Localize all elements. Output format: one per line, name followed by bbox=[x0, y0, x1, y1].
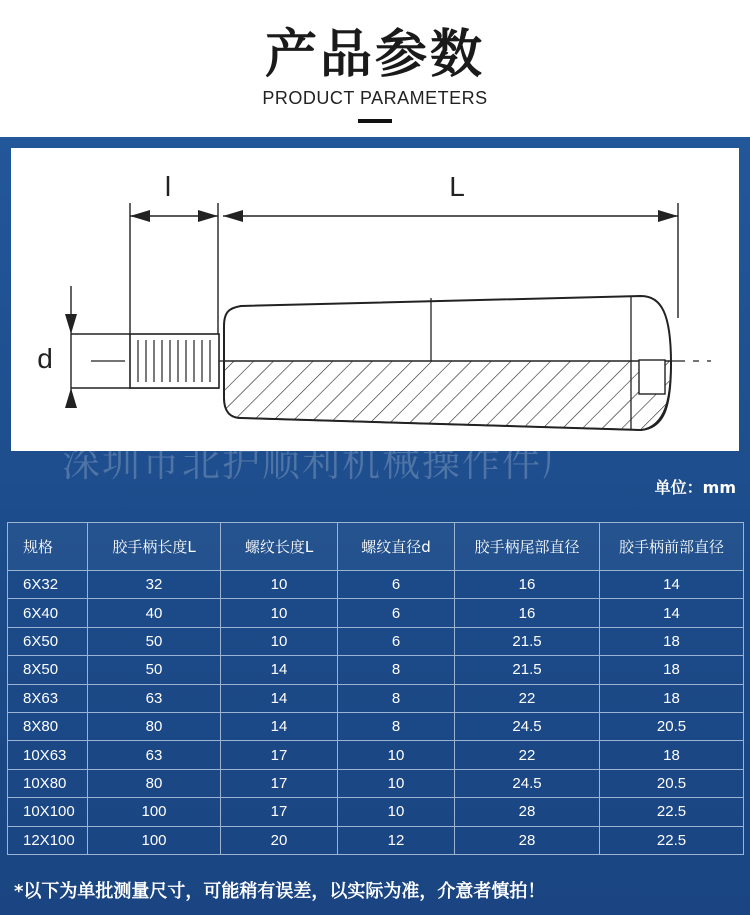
table-row bbox=[8, 571, 744, 599]
handle-drawing bbox=[11, 148, 739, 451]
cell-thread-diameter: 8 bbox=[338, 656, 455, 684]
cell-thread-length: 17 bbox=[221, 798, 338, 826]
threaded-stud bbox=[130, 334, 219, 388]
cell-front-diameter: 18 bbox=[600, 627, 744, 655]
cell-thread-length: 14 bbox=[221, 684, 338, 712]
col-header-handle-length: 胶手柄长度L bbox=[88, 523, 221, 571]
cell-front-diameter: 18 bbox=[600, 656, 744, 684]
cell-tail-diameter: 24.5 bbox=[455, 712, 600, 740]
cell-handle-length: 80 bbox=[88, 712, 221, 740]
cell-spec: 12X100 bbox=[8, 826, 88, 854]
cell-front-diameter: 22.5 bbox=[600, 798, 744, 826]
dim-l-arrow-left bbox=[130, 210, 150, 222]
col-header-thread-diameter: 螺纹直径d bbox=[338, 523, 455, 571]
page-subtitle: PRODUCT PARAMETERS bbox=[262, 88, 488, 108]
cell-tail-diameter: 21.5 bbox=[455, 656, 600, 684]
cell-thread-diameter: 10 bbox=[338, 741, 455, 769]
handle-section bbox=[224, 361, 671, 430]
dim-L-arrow-right bbox=[658, 210, 678, 222]
cell-tail-diameter: 16 bbox=[455, 571, 600, 599]
cell-thread-length: 10 bbox=[221, 627, 338, 655]
dim-l-label: l bbox=[164, 171, 172, 202]
cell-spec: 6X40 bbox=[8, 599, 88, 627]
table-row bbox=[8, 741, 744, 769]
table-row bbox=[8, 599, 744, 627]
cell-thread-diameter: 8 bbox=[338, 684, 455, 712]
table-row bbox=[8, 826, 744, 854]
end-cavity bbox=[639, 360, 665, 394]
cell-tail-diameter: 28 bbox=[455, 798, 600, 826]
cell-thread-length: 14 bbox=[221, 656, 338, 684]
table-row bbox=[8, 712, 744, 740]
cell-handle-length: 100 bbox=[88, 798, 221, 826]
cell-thread-diameter: 6 bbox=[338, 571, 455, 599]
cell-spec: 10X80 bbox=[8, 769, 88, 797]
cell-handle-length: 40 bbox=[88, 599, 221, 627]
table-row bbox=[8, 798, 744, 826]
dim-L-label: L bbox=[449, 171, 465, 202]
cell-tail-diameter: 22 bbox=[455, 684, 600, 712]
header bbox=[0, 0, 750, 137]
cell-spec: 10X63 bbox=[8, 741, 88, 769]
cell-thread-length: 17 bbox=[221, 769, 338, 797]
cell-handle-length: 63 bbox=[88, 684, 221, 712]
cell-thread-diameter: 12 bbox=[338, 826, 455, 854]
table-row bbox=[8, 656, 744, 684]
table-row bbox=[8, 684, 744, 712]
cell-tail-diameter: 22 bbox=[455, 741, 600, 769]
title-divider bbox=[358, 119, 392, 123]
dimension-diagram bbox=[11, 148, 739, 451]
cell-thread-diameter: 10 bbox=[338, 798, 455, 826]
cell-spec: 6X32 bbox=[8, 571, 88, 599]
dim-l-arrow-right bbox=[198, 210, 218, 222]
cell-spec: 8X63 bbox=[8, 684, 88, 712]
cell-handle-length: 100 bbox=[88, 826, 221, 854]
cell-thread-diameter: 8 bbox=[338, 712, 455, 740]
dim-d-arrow-bottom bbox=[65, 388, 77, 408]
cell-thread-length: 10 bbox=[221, 599, 338, 627]
cell-thread-length: 10 bbox=[221, 571, 338, 599]
cell-spec: 10X100 bbox=[8, 798, 88, 826]
cell-spec: 8X50 bbox=[8, 656, 88, 684]
page-title: 产品参数 bbox=[264, 25, 485, 85]
cell-handle-length: 63 bbox=[88, 741, 221, 769]
watermark: 深圳市北护顺利机械操作件厂 bbox=[62, 441, 583, 485]
table-header-row bbox=[8, 523, 744, 571]
table-row bbox=[8, 769, 744, 797]
dim-d-arrow-top bbox=[65, 314, 77, 334]
cell-spec: 6X50 bbox=[8, 627, 88, 655]
table-row bbox=[8, 627, 744, 655]
cell-spec: 8X80 bbox=[8, 712, 88, 740]
cell-tail-diameter: 16 bbox=[455, 599, 600, 627]
dim-d-label: d bbox=[37, 343, 53, 374]
cell-thread-length: 20 bbox=[221, 826, 338, 854]
col-header-thread-length: 螺纹长度L bbox=[221, 523, 338, 571]
cell-handle-length: 50 bbox=[88, 627, 221, 655]
col-header-tail-diameter: 胶手柄尾部直径 bbox=[455, 523, 600, 571]
cell-handle-length: 50 bbox=[88, 656, 221, 684]
parameter-table bbox=[7, 522, 744, 855]
cell-thread-length: 14 bbox=[221, 712, 338, 740]
unit-label: 单位：mm bbox=[654, 478, 736, 497]
cell-thread-diameter: 10 bbox=[338, 769, 455, 797]
cell-tail-diameter: 24.5 bbox=[455, 769, 600, 797]
dim-L-arrow-left bbox=[223, 210, 243, 222]
cell-thread-diameter: 6 bbox=[338, 599, 455, 627]
cell-front-diameter: 18 bbox=[600, 684, 744, 712]
cell-front-diameter: 18 bbox=[600, 741, 744, 769]
cell-handle-length: 32 bbox=[88, 571, 221, 599]
col-header-spec: 规格 bbox=[8, 523, 88, 571]
cell-front-diameter: 22.5 bbox=[600, 826, 744, 854]
col-header-front-diameter: 胶手柄前部直径 bbox=[600, 523, 744, 571]
cell-front-diameter: 20.5 bbox=[600, 769, 744, 797]
cell-front-diameter: 14 bbox=[600, 599, 744, 627]
cell-front-diameter: 14 bbox=[600, 571, 744, 599]
cell-tail-diameter: 28 bbox=[455, 826, 600, 854]
cell-tail-diameter: 21.5 bbox=[455, 627, 600, 655]
cell-front-diameter: 20.5 bbox=[600, 712, 744, 740]
disclaimer-note: *以下为单批测量尺寸，可能稍有误差，以实际为准，介意者慎拍！ bbox=[14, 881, 546, 902]
cell-handle-length: 80 bbox=[88, 769, 221, 797]
cell-thread-diameter: 6 bbox=[338, 627, 455, 655]
cell-thread-length: 17 bbox=[221, 741, 338, 769]
